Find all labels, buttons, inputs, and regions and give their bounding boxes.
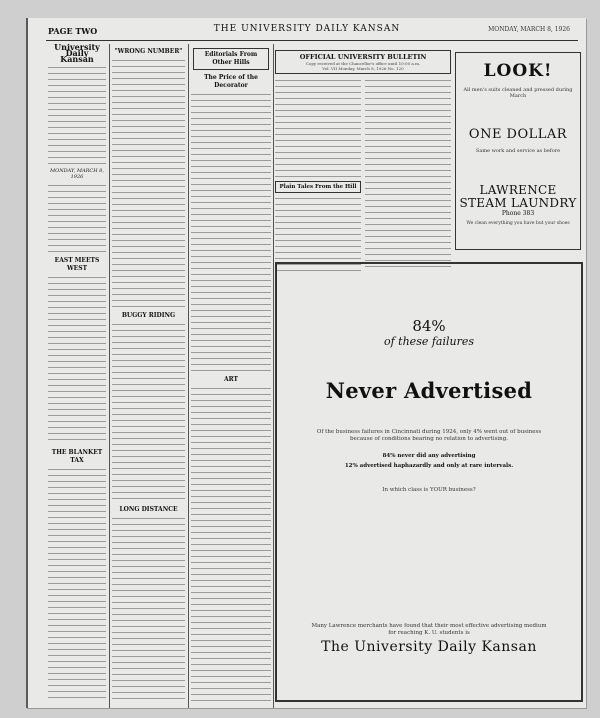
headline-art: ART — [223, 376, 238, 383]
headline-buggy-riding: BUGGY RIDING — [121, 312, 176, 319]
column-divider — [109, 44, 110, 708]
ad-subheading: of these failures — [383, 335, 475, 348]
headline-price-of-decorator: The Price of the Decorator — [204, 74, 258, 89]
ad-stat-2: 12% advertised haphazardly and only at rare intervals. — [344, 463, 514, 469]
ad-paper-name: The University Daily Kansan — [321, 639, 537, 655]
ad-paragraph: Of the business failures in Cincinnati during 1924, only 4% went out of business because of conditions bearing no relation to advertising. — [316, 429, 542, 442]
column-divider — [188, 44, 189, 708]
text-block — [275, 196, 361, 271]
text-block — [112, 58, 185, 308]
page-label: PAGE TWO — [48, 26, 98, 36]
bulletin-title: OFFICIAL UNIVERSITY BULLETIN — [299, 53, 427, 61]
ad-question: In which class is YOUR business? — [382, 487, 476, 493]
text-block — [112, 516, 185, 702]
laundry-advertisement — [455, 52, 581, 250]
kansan-advertisement — [275, 262, 583, 702]
column-3 — [191, 44, 271, 702]
text-block — [48, 275, 106, 445]
ad-line-2: Same work and service as before — [475, 148, 561, 154]
column-divider — [273, 44, 274, 708]
text-block — [365, 78, 451, 268]
text-block — [275, 78, 361, 178]
plain-tales-heading: Plain Tales From the Hill — [279, 184, 357, 190]
ad-stat-1: 84% never did any advertising — [382, 453, 476, 459]
text-block — [48, 183, 106, 253]
ad-line-1: All men's suits cleaned and pressed during March — [463, 87, 573, 99]
ad-phone: Phone 383 — [501, 210, 535, 217]
ad-headline: Never Advertised — [325, 378, 533, 403]
bulletin-meta: Vol. VII Monday, March 8, 1926 No. 120 — [322, 66, 404, 71]
text-block — [112, 322, 185, 502]
editorials-heading: Editorials From Other Hills — [204, 51, 258, 66]
bulletin-area — [275, 50, 451, 271]
plain-tales-box — [275, 181, 361, 193]
text-block — [48, 467, 106, 702]
column-1 — [48, 44, 106, 702]
headline-blanket-tax: THE BLANKET TAX — [51, 449, 103, 464]
editorial-date: MONDAY, MARCH 8, 1926 — [50, 168, 104, 180]
text-block — [191, 92, 271, 372]
ad-company: LAWRENCE STEAM LAUNDRY — [459, 183, 577, 210]
editorials-box — [193, 48, 269, 70]
ad-closing: Many Lawrence merchants have found that their most effective advertising medium for reaching K. U. students is — [311, 623, 547, 636]
ad-price: ONE DOLLAR — [468, 127, 568, 142]
staff-listing — [48, 65, 106, 165]
page-header — [28, 24, 586, 38]
header-rule — [46, 40, 578, 41]
newspaper-page — [26, 18, 586, 708]
headline-long-distance: LONG DISTANCE — [119, 506, 178, 513]
ad-percent: 84% — [412, 317, 446, 335]
ad-look-headline: LOOK! — [483, 61, 553, 81]
headline-east-meets-west: EAST MEETS WEST — [54, 257, 100, 272]
ad-pickup-line: We clean everything you have but your shoes — [466, 221, 570, 226]
text-block — [191, 386, 271, 702]
column-2 — [112, 44, 185, 702]
issue-date: MONDAY, MARCH 8, 1926 — [488, 26, 570, 33]
headline-wrong-number: "WRONG NUMBER" — [114, 48, 183, 55]
masthead: University Daily Kansan — [54, 44, 100, 64]
paper-title: THE UNIVERSITY DAILY KANSAN — [213, 24, 401, 34]
bulletin-subtitle: Copy received at the Chancellor's office until 10:00 a.m. — [305, 61, 421, 66]
bulletin-banner — [275, 50, 451, 74]
